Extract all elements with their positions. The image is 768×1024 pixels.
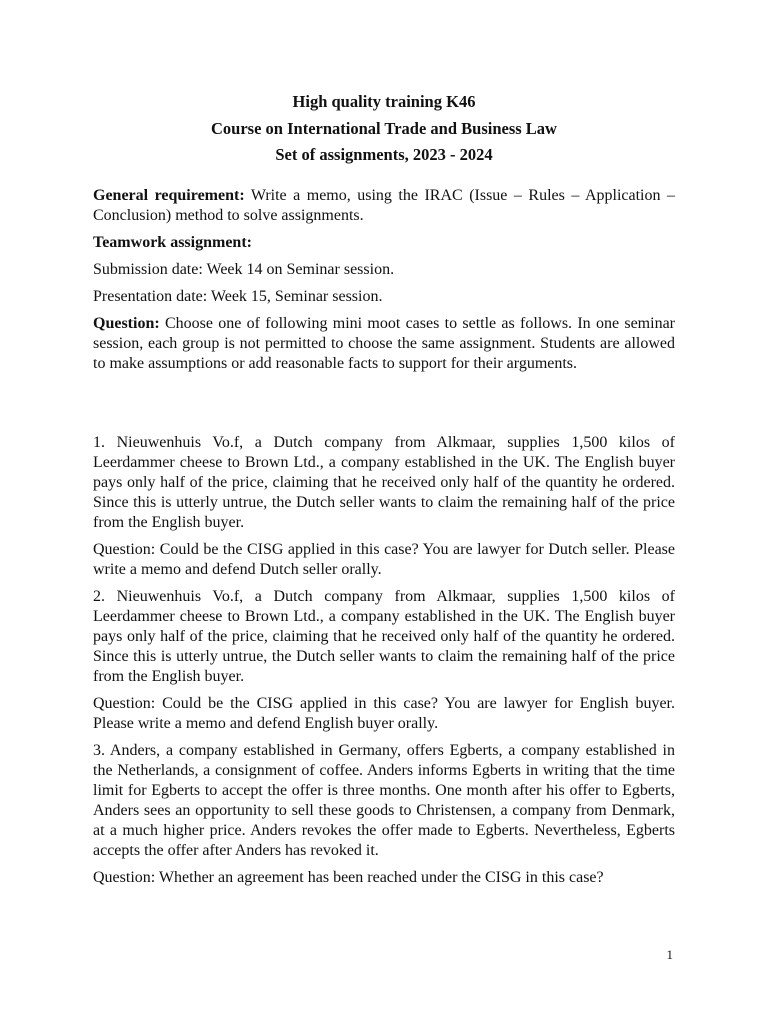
general-requirement-text: Write a memo, using the IRAC (Issue – Rules – Application – Conclusion) method to solve assignments. [93,187,675,224]
title-line-1: High quality training K46 [292,92,476,111]
question-intro [93,314,675,374]
question-intro-label: Question: [93,315,160,332]
document-page [93,92,675,895]
case-1-question: Question: Could be the CISG applied in this case? You are lawyer for Dutch seller. Please write a memo and defend Dutch seller orally. [93,541,675,578]
case-2-text: 2. Nieuwenhuis Vo.f, a Dutch company from Alkmaar, supplies 1,500 kilos of Leerdammer cheese to Brown Ltd., a company established in the UK. The English buyer pays only half of the price, claiming that he received only half of the quantity he ordered. Since this is utterly untrue, the Dutch seller wants to claim the remaining half of the price from the English buyer. [93,588,675,685]
general-requirement [93,186,675,226]
teamwork-heading: Teamwork assignment: [93,234,252,251]
case-3-text: 3. Anders, a company established in Germany, offers Egberts, a company established in the Netherlands, a consignment of coffee. Anders informs Egberts in writing that the time limit for Egberts to accept the offer is three months. One month after his offer to Egberts, Anders sees an opportunity to sell these goods to Christensen, a company from Denmark, at a much higher price. Anders revokes the offer made to Egberts. Nevertheless, Egberts accepts the offer after Anders has revoked it. [93,742,675,859]
document-title-block [93,92,675,165]
question-intro-text: Choose one of following mini moot cases to settle as follows. In one seminar session, each group is not permitted to choose the same assignment. Students are allowed to make assumptions or add reasonable facts to support for their arguments. [93,315,675,372]
case-3-question: Question: Whether an agreement has been reached under the CISG in this case? [93,869,604,886]
case-1-text: 1. Nieuwenhuis Vo.f, a Dutch company from Alkmaar, supplies 1,500 kilos of Leerdammer cheese to Brown Ltd., a company established in the UK. The English buyer pays only half of the price, claiming that he received only half of the quantity he ordered. Since this is utterly untrue, the Dutch seller wants to claim the remaining half of the price from the English buyer. [93,434,675,531]
case-2-question: Question: Could be the CISG applied in this case? You are lawyer for English buyer. Please write a memo and defend English buyer orally. [93,695,675,732]
page-number: 1 [666,947,673,962]
general-requirement-label: General requirement: [93,187,245,204]
title-line-3: Set of assignments, 2023 - 2024 [275,145,493,164]
title-line-2: Course on International Trade and Business Law [211,118,557,138]
presentation-date: Presentation date: Week 15, Seminar session. [93,288,383,305]
section-gap [93,381,675,433]
submission-date: Submission date: Week 14 on Seminar session. [93,261,395,278]
